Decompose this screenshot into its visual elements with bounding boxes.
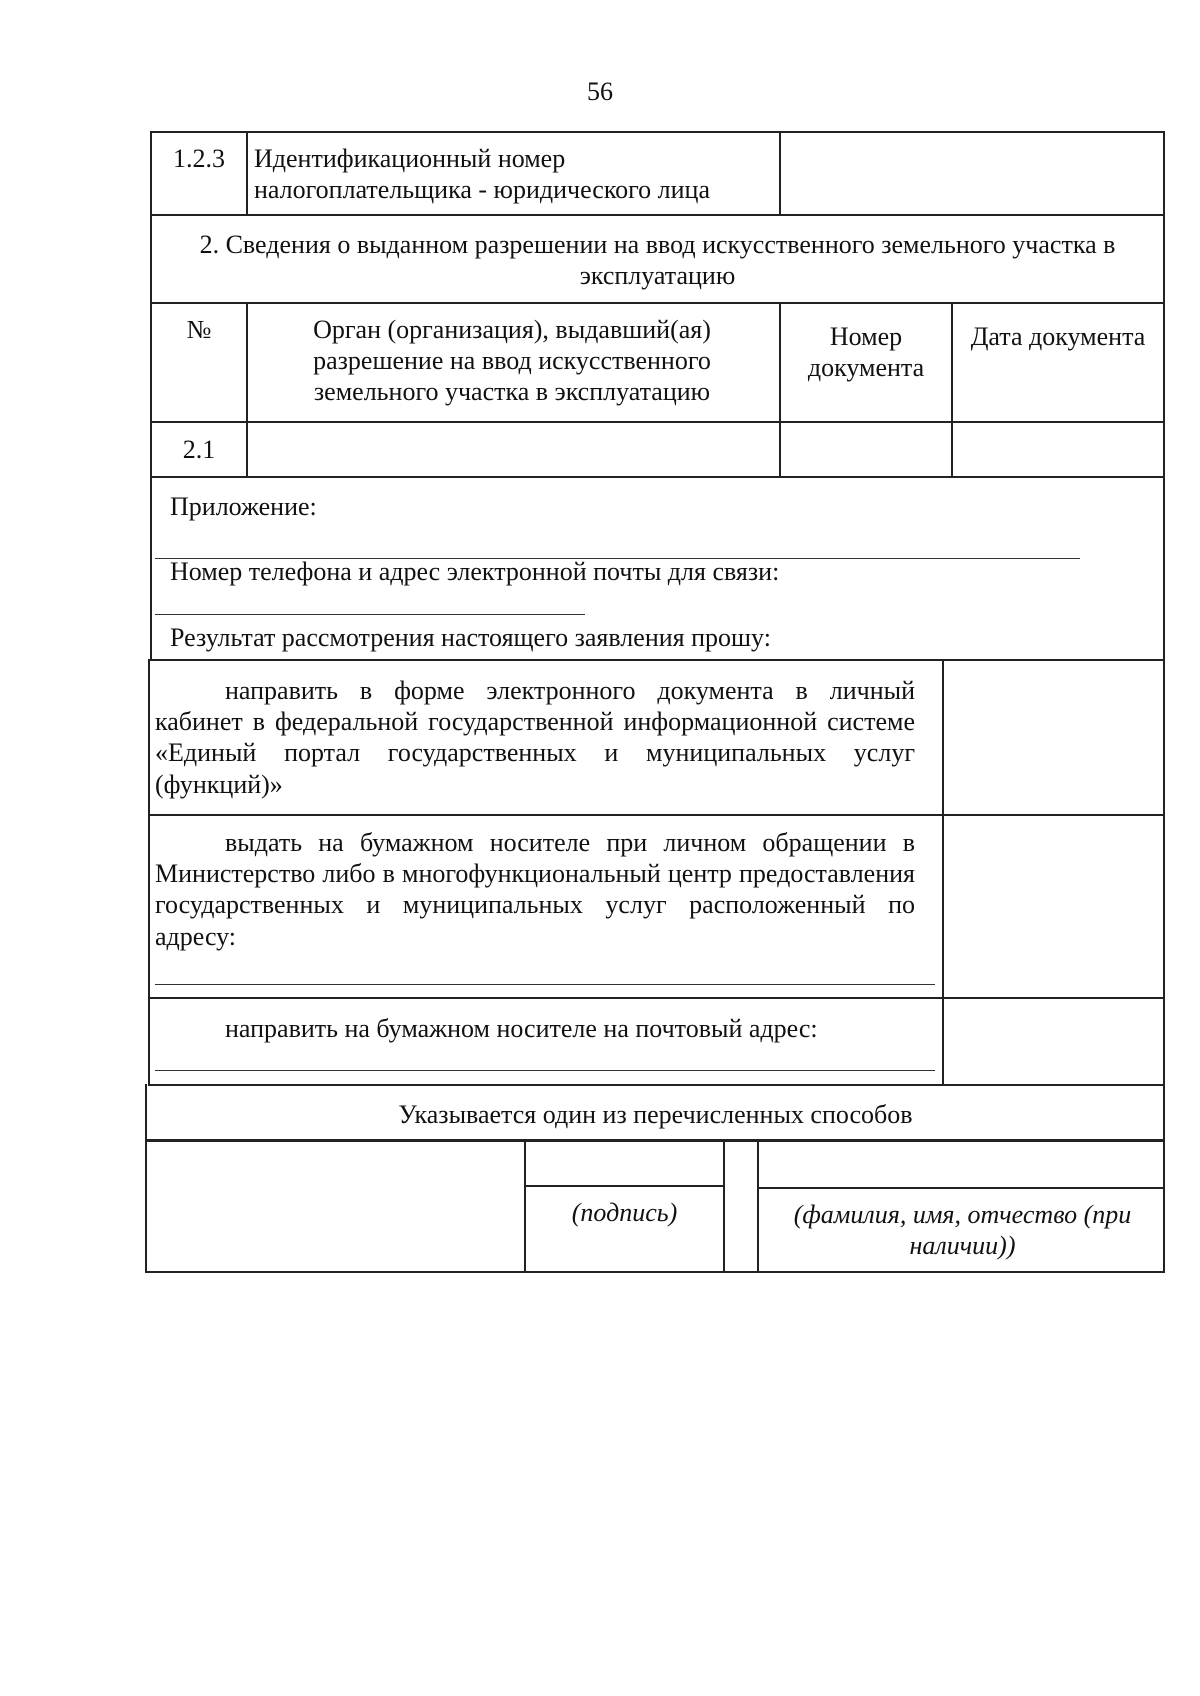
fio-caption: (фамилия, имя, отчество (при наличии)) bbox=[793, 1200, 1132, 1261]
signature-blank-left-cell[interactable] bbox=[147, 1141, 524, 1271]
column-header-issuing-authority: Орган (организация), выдавший(ая) разрешение на ввод искусственного земельного участка в эксплуатацию bbox=[313, 315, 711, 407]
option-paper-mail-text: направить на бумажном носителе на почтовый адрес: bbox=[225, 1014, 818, 1043]
signature-caption: (подпись) bbox=[571, 1198, 678, 1227]
option-paper-in-person-checkbox[interactable] bbox=[944, 816, 1163, 997]
row-2-1-document-date-cell[interactable] bbox=[953, 423, 1163, 476]
paper-in-person-address-underline[interactable] bbox=[155, 984, 935, 985]
result-label: Результат рассмотрения настоящего заявления прошу: bbox=[170, 623, 771, 652]
option-paper-mail-checkbox[interactable] bbox=[944, 999, 1163, 1084]
column-header-document-number: Номер документа bbox=[807, 322, 925, 383]
row-2-1-number: 2.1 bbox=[182, 435, 216, 464]
row-1-2-3-label: Идентификационный номер налогоплательщика - юридического лица bbox=[254, 144, 710, 205]
option-electronic-text: направить в форме электронного документа в личный кабинет в федеральной государственной информационной системе «Единый портал государственных и муниципальных услуг (функций)» bbox=[155, 676, 915, 799]
column-header-number: № bbox=[186, 315, 212, 344]
row-2-1-document-number-cell[interactable] bbox=[781, 423, 951, 476]
section-2-title: 2. Сведения о выданном разрешении на ввод искусственного земельного участка в эксплуатацию bbox=[199, 230, 1116, 291]
one-of-methods-note: Указывается один из перечисленных способов bbox=[398, 1100, 913, 1129]
option-paper-in-person-text: выдать на бумажном носителе при личном обращении в Министерство либо в многофункциональный центр предоставления государственных и муниципальных услуг расположенный по адресу: bbox=[155, 828, 915, 951]
fio-field[interactable] bbox=[759, 1141, 1163, 1187]
contact-label: Номер телефона и адрес электронной почты для связи: bbox=[170, 557, 780, 586]
row-2-1-authority-cell[interactable] bbox=[248, 423, 779, 476]
column-header-document-date: Дата документа bbox=[970, 322, 1146, 351]
row-1-2-3-number: 1.2.3 bbox=[173, 144, 225, 173]
signature-field[interactable] bbox=[526, 1141, 723, 1185]
option-electronic-checkbox[interactable] bbox=[944, 661, 1163, 814]
paper-mail-address-underline[interactable] bbox=[155, 1070, 935, 1071]
attachment-label: Приложение: bbox=[170, 492, 317, 521]
contact-underline[interactable] bbox=[155, 614, 585, 615]
row-1-2-3-value-cell[interactable] bbox=[781, 133, 1163, 214]
page-number: 56 bbox=[587, 77, 613, 106]
